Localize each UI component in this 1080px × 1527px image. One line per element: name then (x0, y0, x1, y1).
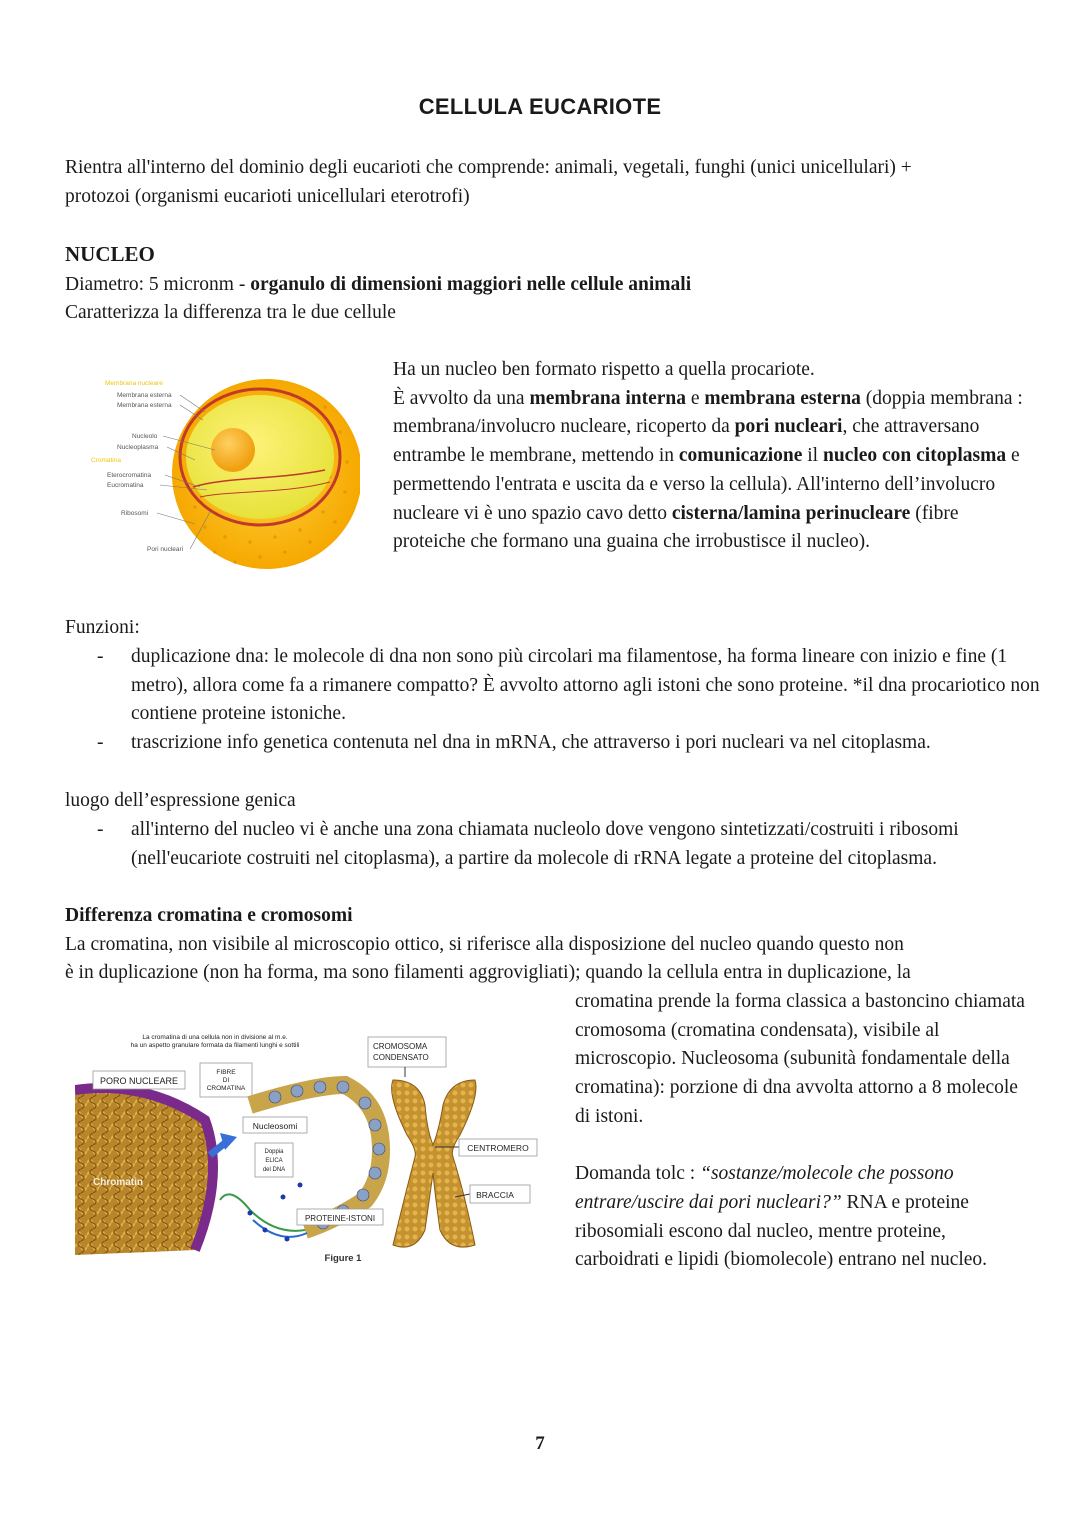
fig2-caption-1: La cromatina di una cellula non in divisione al m.e. (142, 1034, 288, 1041)
chromatin-diagram (75, 1025, 545, 1270)
domanda-answer: RNA e proteine ribosomiali escono dal nucleo, mentre proteine, carboidrati e lipidi (biomolecole) entrano nel nucleo. (575, 1191, 988, 1271)
funzioni-label: Funzioni: (65, 617, 140, 638)
desc-text: (doppia membrana : membrana/involucro nucleare, ricoperto da (393, 387, 1023, 438)
list-item: - all'interno del nucleo vi è anche una zona chiamata nucleolo dove vengono sintetizzati/costruiti i ribosomi (nell'eucariote costruiti nel citoplasma), a partire da molecole di rRNA legate a proteine del citoplasma. (65, 816, 1040, 873)
label-nucleoplasma: Nucleoplasma (117, 444, 159, 451)
luogo-text: luogo dell’espressione genica (65, 790, 296, 811)
diameter-text: Diametro: 5 micronm - (65, 273, 251, 295)
cromatina-right-text: cromatina prende la forma classica a bastoncino chiamata cromosoma (cromatina condensata), visibile al microscopio. Nucleosoma (subunità fondamentale della cromatina): porzione di dna avvolta attorno a 8 molecole di istoni. (575, 991, 1025, 1127)
list-item: - trascrizione info genetica contenuta nel dna in mRNA, che attraverso i pori nucleari va nel citoplasma. (65, 729, 1040, 758)
cromatina-description (575, 988, 1025, 1275)
desc-text: e permettendo l'entrata e uscita da e verso la cellula). All'interno dell’involucro nucleare vi è uno spazio cavo detto (393, 445, 1020, 524)
proteine-label: PROTEINE-ISTONI (304, 1214, 376, 1223)
doppia-label-1: Doppia (264, 1149, 284, 1155)
label-pori-nucleari: Pori nucleari (147, 546, 184, 553)
fig2-caption-2: ha un aspetto granulare formata da filamenti lunghi e sottili (130, 1042, 300, 1049)
difference-text: Caratterizza la differenza tra le due cellule (65, 302, 396, 324)
figure-caption: Figure 1 (324, 1253, 362, 1264)
desc-bold: membrana esterna (704, 387, 861, 409)
funzioni-list-2 (65, 816, 1040, 873)
diameter-bold: organulo di dimensioni maggiori nelle cellule animali (250, 273, 692, 295)
label-membrana-nucleare: Membrana nucleare (105, 380, 163, 387)
desc-text: È avvolto da una (393, 387, 530, 409)
chromatin-label: Chromatin (93, 1177, 143, 1188)
fibre-label-3: CROMATINA (206, 1085, 246, 1092)
desc-bold: nucleo con citoplasma (822, 445, 1007, 467)
desc-text: il (802, 445, 823, 467)
nucleus-description (393, 356, 1033, 557)
braccia-label: BRACCIA (476, 1190, 514, 1200)
domanda-question: “sostanze/molecole che possono entrare/uscire dai pori nucleari?” (575, 1163, 954, 1213)
intro-paragraph (65, 154, 1025, 211)
fibre-label-1: FIBRE (216, 1069, 236, 1076)
intro-line-1: Rientra all'interno del dominio degli eucarioti che comprende: animali, vegetali, funghi (unici unicellulari) + (65, 157, 912, 178)
label-membrana-esterna-2: Membrana esterna (117, 402, 172, 409)
doppia-label-3: del DNA (262, 1167, 286, 1173)
label-ribosomi: Ribosomi (121, 510, 149, 517)
nucleo-heading: NUCLEO (65, 242, 155, 266)
nucleus-body (186, 395, 334, 519)
funzioni-list (65, 643, 1040, 758)
list-item: - duplicazione dna: le molecole di dna non sono più circolari ma filamentose, ha forma lineare con inizio e fine (1 metro), allora come fa a rimanere compatto? È avvolto attorno agli istoni che sono proteine. *il dna procariotico non contiene proteine istoniche. (65, 643, 1040, 729)
desc-text: e (686, 387, 705, 409)
intro-line-2: protozoi (organismi eucarioti unicellulari eterotrofi) (65, 185, 470, 207)
label-eterocromatina: Eterocromatina (107, 472, 152, 479)
desc-bold: membrana interna (529, 387, 686, 409)
desc-bold: comunicazione (678, 445, 803, 467)
poro-nucleare-label: PORO NUCLEARE (99, 1076, 179, 1086)
cromatina-line-1: La cromatina, non visibile al microscopio ottico, si riferisce alla disposizione del nucleo quando questo non (65, 933, 904, 955)
label-nucleolo: Nucleolo (132, 433, 158, 440)
centromero-label: CENTROMERO (467, 1143, 529, 1153)
desc-sentence-1: Ha un nucleo ben formato rispetto a quella procariote. (393, 359, 815, 380)
fibre-label-2: DI (222, 1077, 230, 1084)
page-number: 7 (535, 1433, 545, 1454)
desc-text: , che attraversano entrambe le membrane, mettendo in (393, 416, 980, 467)
desc-text: (fibre proteiche che formano una guaina che irrobustisce il nucleo). (393, 502, 959, 553)
cromatina-section (65, 902, 1025, 988)
label-membrana-esterna-1: Membrana esterna (117, 392, 172, 399)
desc-bold: cisterna/lamina perinucleare (671, 502, 911, 524)
domanda-label: Domanda tolc : (575, 1163, 701, 1185)
cromatina-line-2: è in duplicazione (non ha forma, ma sono filamenti aggrovigliati); quando la cellula entra in duplicazione, la (65, 962, 911, 984)
chromosome-shape (392, 1080, 476, 1247)
nucleo-section (65, 240, 691, 328)
cromosoma-label-2: CONDENSATO (373, 1053, 429, 1062)
nucleosomi-label: Nucleosomi (252, 1121, 298, 1131)
label-cromatina: Cromatina (91, 457, 121, 464)
label-eucromatina: Eucromatina (107, 482, 144, 489)
cromatina-heading: Differenza cromatina e cromosomi (65, 905, 353, 926)
cromosoma-label-1: CROMOSOMA (373, 1042, 428, 1051)
nucleolus-shape (211, 428, 255, 472)
page-title: CELLULA EUCARIOTE (418, 94, 662, 119)
desc-bold: pori nucleari (734, 416, 843, 438)
doppia-label-2: ELICA (265, 1158, 283, 1164)
nucleus-diagram (85, 352, 360, 580)
